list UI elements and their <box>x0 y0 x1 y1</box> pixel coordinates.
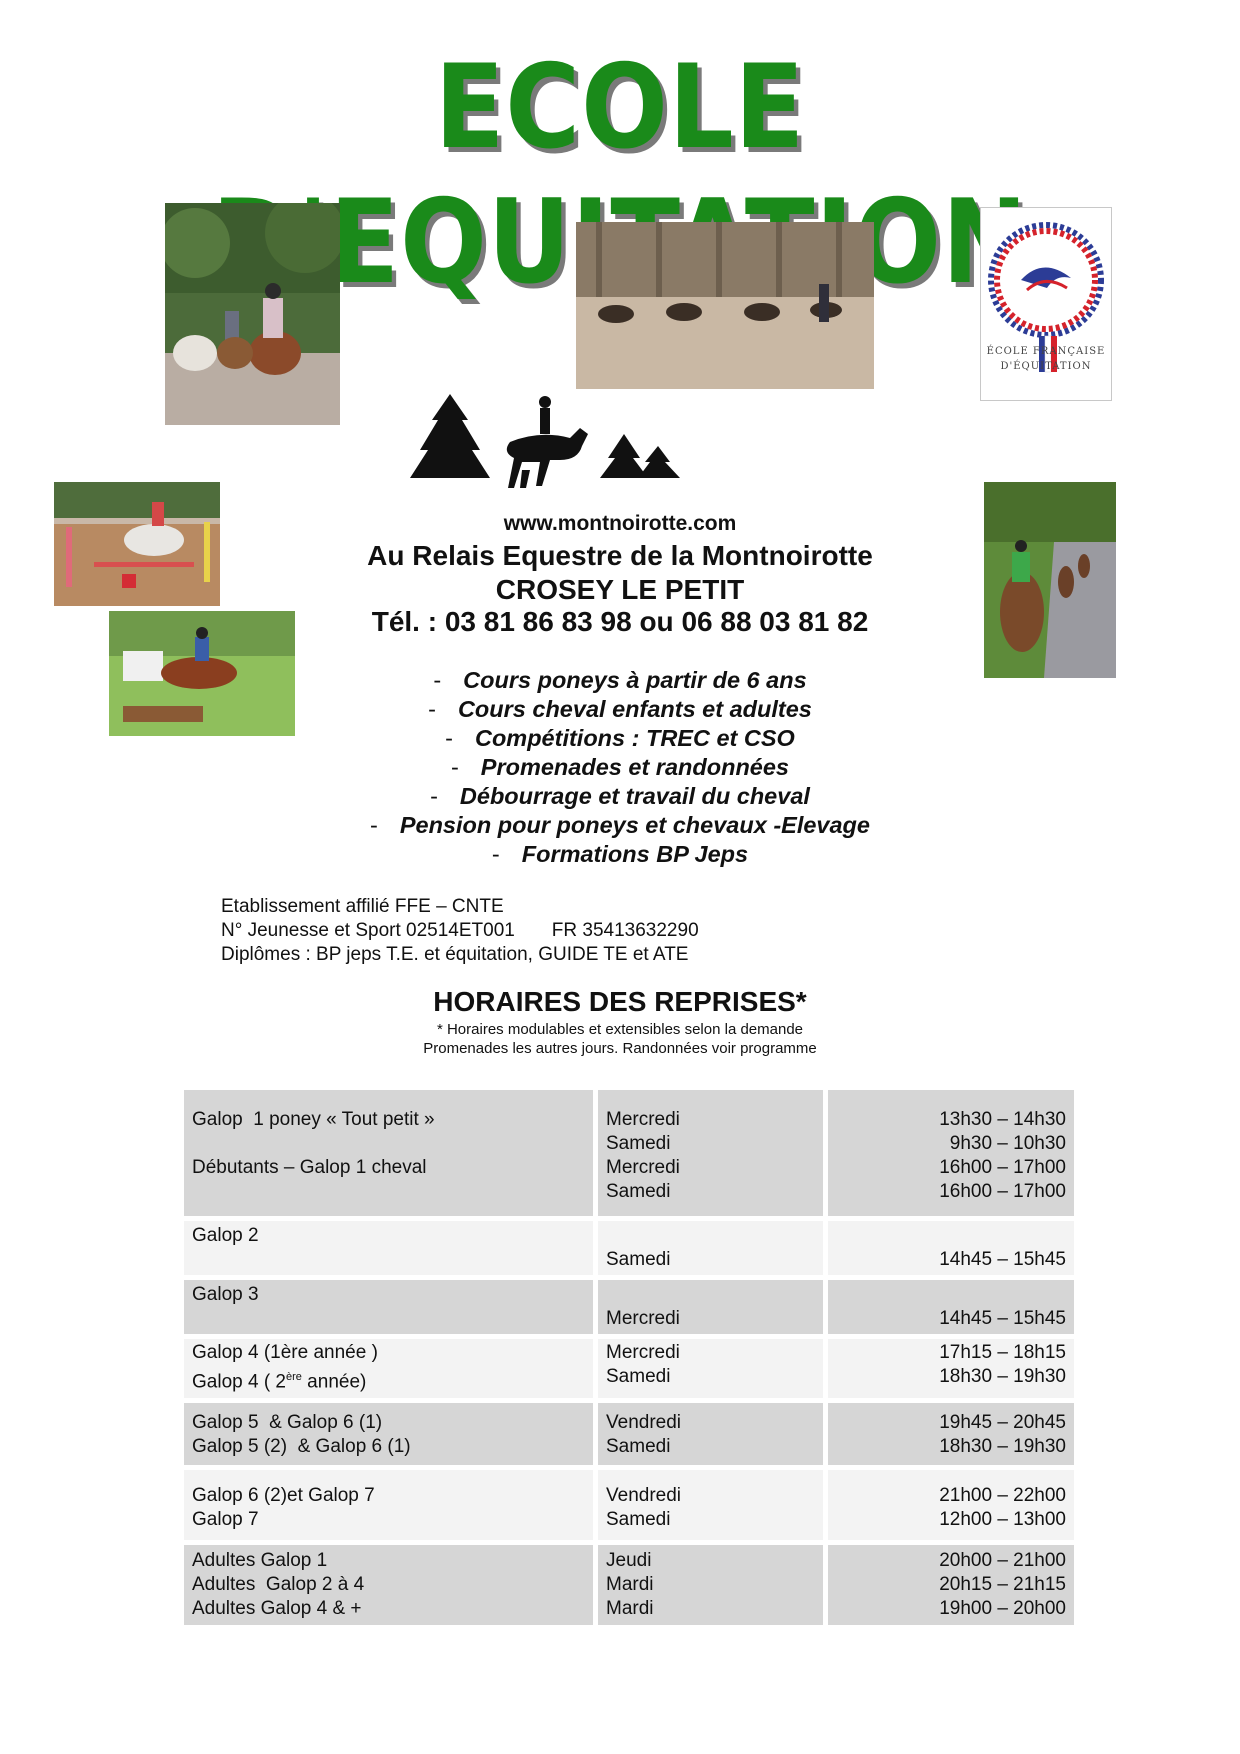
page-title: ECOLE <box>434 40 806 175</box>
time-cell <box>828 1470 1074 1540</box>
level-cell <box>184 1403 593 1465</box>
time-text <box>836 1224 1066 1248</box>
time-cell <box>828 1221 1074 1275</box>
level-text: Adultes Galop 4 & + <box>192 1598 362 1620</box>
day-text: Mercredi <box>606 1342 680 1363</box>
time-text <box>836 1283 1066 1307</box>
level-text: Galop 5 (2) & Galop 6 (1) <box>192 1436 411 1458</box>
day-text: Jeudi <box>606 1550 652 1572</box>
day-cell <box>598 1545 823 1625</box>
day-cell <box>598 1090 823 1216</box>
time-text: 18h30 – 19h30 <box>939 1436 1066 1458</box>
time-text: 17h15 – 18h15 <box>939 1342 1066 1363</box>
city-name: CROSEY LE PETIT <box>495 574 745 605</box>
website-url[interactable]: www.montnoirotte.com <box>503 512 737 535</box>
day-text: Samedi <box>606 1249 671 1270</box>
day-cell <box>598 1221 823 1275</box>
time-text: 12h00 – 13h00 <box>939 1509 1066 1531</box>
day-cell <box>598 1403 823 1465</box>
level-text: Galop 4 ( 2ère année) <box>192 1371 367 1393</box>
level-text <box>192 1132 585 1156</box>
service-item: - Promenades et randonnées <box>450 754 790 780</box>
ffe-logo-line2: D'ÉQUITATION <box>1000 361 1092 372</box>
day-text: Mardi <box>606 1598 654 1620</box>
table-row <box>184 1090 1074 1216</box>
info-line: Etablissement affilié FFE – CNTE <box>221 896 504 917</box>
info-line: Diplômes : BP jeps T.E. et équitation, GUIDE TE et ATE <box>221 944 689 965</box>
ffe-logo-line1: ÉCOLE FRANÇAISE <box>986 346 1106 357</box>
table-row <box>184 1545 1074 1625</box>
time-text: 18h30 – 19h30 <box>939 1366 1066 1387</box>
day-text: Mercredi <box>606 1109 680 1130</box>
time-cell <box>828 1090 1074 1216</box>
service-item: - Cours cheval enfants et adultes <box>428 696 812 722</box>
level-text: Galop 4 (1ère année ) <box>192 1342 378 1363</box>
photo-show-jumping <box>54 482 220 606</box>
service-item: - Pension pour poneys et chevaux -Elevage <box>370 812 870 838</box>
phone-numbers: Tél. : 03 81 86 83 98 ou 06 88 03 81 82 <box>371 606 869 637</box>
level-text: Galop 5 & Galop 6 (1) <box>192 1412 383 1434</box>
service-item: - Débourrage et travail du cheval <box>430 783 810 809</box>
time-text: 14h45 – 15h45 <box>939 1308 1066 1329</box>
accreditation-info <box>221 895 699 967</box>
photo-cross-country <box>109 611 295 736</box>
time-text: 9h30 – 10h30 <box>949 1133 1066 1154</box>
ffe-logo <box>980 207 1112 401</box>
service-item: - Formations BP Jeps <box>491 841 749 867</box>
level-cell <box>184 1280 593 1334</box>
day-text: Mercredi <box>606 1157 680 1178</box>
day-text <box>606 1283 815 1307</box>
photo-trail-ride <box>984 482 1116 678</box>
time-text: 20h00 – 21h00 <box>939 1550 1066 1572</box>
schedule-table <box>184 1090 1074 1630</box>
time-cell <box>828 1280 1074 1334</box>
day-text: Mardi <box>606 1574 654 1596</box>
photo-riders-group <box>165 203 340 425</box>
level-text: Adultes Galop 2 à 4 <box>192 1574 365 1596</box>
table-row <box>184 1339 1074 1398</box>
level-cell <box>184 1221 593 1275</box>
level-text <box>192 1248 585 1272</box>
time-text: 20h15 – 21h15 <box>939 1574 1066 1596</box>
day-text: Vendredi <box>606 1485 682 1507</box>
info-line: N° Jeunesse et Sport 02514ET001 FR 35413632290 <box>221 920 699 941</box>
day-cell <box>598 1339 823 1398</box>
time-text: 19h00 – 20h00 <box>939 1598 1066 1620</box>
level-cell <box>184 1470 593 1540</box>
day-cell <box>598 1470 823 1540</box>
time-text: 16h00 – 17h00 <box>939 1181 1066 1202</box>
level-text: Galop 7 <box>192 1509 259 1531</box>
level-cell <box>184 1339 593 1398</box>
time-text: 14h45 – 15h45 <box>939 1249 1066 1270</box>
service-item: - Cours poneys à partir de 6 ans <box>433 667 807 693</box>
table-row <box>184 1221 1074 1275</box>
day-text: Samedi <box>606 1133 671 1154</box>
table-row <box>184 1470 1074 1540</box>
level-cell <box>184 1545 593 1625</box>
level-cell <box>184 1090 593 1216</box>
level-text <box>192 1180 585 1204</box>
day-text <box>606 1224 815 1248</box>
day-text: Samedi <box>606 1436 671 1458</box>
level-text: Galop 3 <box>192 1284 259 1305</box>
time-text: 21h00 – 22h00 <box>939 1485 1066 1507</box>
schedule-note: Promenades les autres jours. Randonnées voir programme <box>423 1040 817 1057</box>
rider-silhouette-logo <box>410 390 690 500</box>
level-text: Débutants – Galop 1 cheval <box>192 1157 427 1178</box>
day-text: Samedi <box>606 1509 671 1531</box>
schedule-title: HORAIRES DES REPRISES* <box>433 986 807 1017</box>
level-text <box>192 1307 585 1331</box>
day-cell <box>598 1280 823 1334</box>
day-text: Samedi <box>606 1366 671 1387</box>
service-item: - Compétitions : TREC et CSO <box>445 725 795 751</box>
level-text: Galop 1 poney « Tout petit » <box>192 1109 435 1130</box>
establishment-name: Au Relais Equestre de la Montnoirotte <box>367 540 873 571</box>
table-row <box>184 1280 1074 1334</box>
level-text: Galop 2 <box>192 1225 259 1246</box>
table-row <box>184 1403 1074 1465</box>
services-list <box>300 666 940 869</box>
time-cell <box>828 1403 1074 1465</box>
level-text: Galop 6 (2)et Galop 7 <box>192 1485 375 1507</box>
schedule-note: * Horaires modulables et extensibles selon la demande <box>436 1021 804 1038</box>
time-text: 13h30 – 14h30 <box>939 1109 1066 1130</box>
photo-indoor-arena <box>576 222 874 389</box>
time-cell <box>828 1545 1074 1625</box>
level-text: Adultes Galop 1 <box>192 1550 328 1572</box>
time-cell <box>828 1339 1074 1398</box>
day-text: Samedi <box>606 1181 671 1202</box>
day-text: Mercredi <box>606 1308 680 1329</box>
time-text: 16h00 – 17h00 <box>939 1157 1066 1178</box>
day-text: Vendredi <box>606 1412 682 1434</box>
time-text: 19h45 – 20h45 <box>939 1412 1066 1434</box>
